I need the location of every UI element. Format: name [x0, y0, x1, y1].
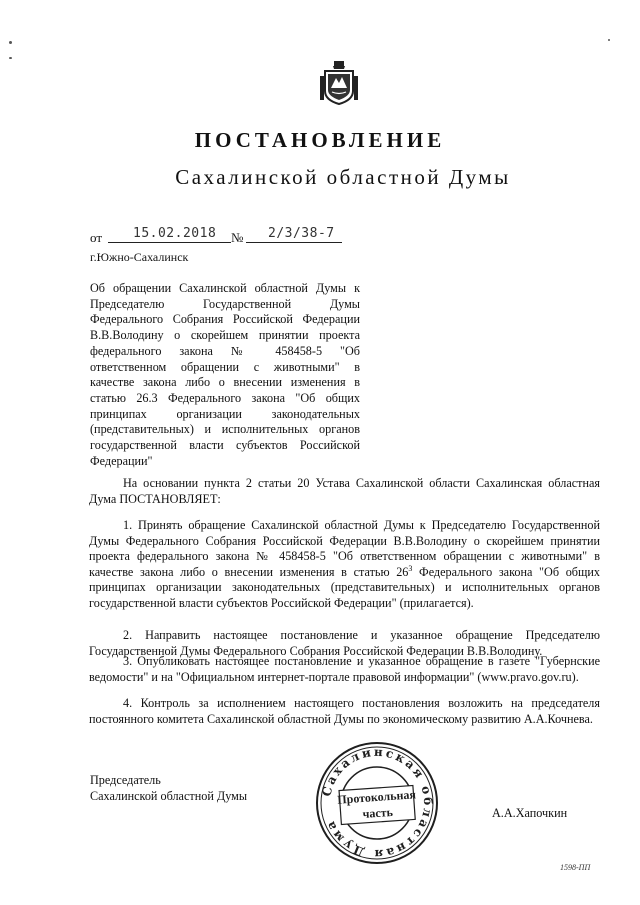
- document-title: ПОСТАНОВЛЕНИЕ: [194, 128, 446, 152]
- date-number-row: [90, 226, 450, 246]
- scan-speck: [9, 57, 12, 59]
- subject-block: Об обращении Сахалинской областной Думы к Председателю Государственной Думы Федерального Собрания Российской Федерации В.В.Володину о скорейшем принятии проекта федерального закона № 458458-5 "Об ответственном обращении с животными" в качестве закона либо о внесении изменения в статью 26.3 Федерального закона "Об общих принципах организации законодательных (представительных) и исполнительных органов государственной власти субъектов Российской Федерации": [90, 281, 360, 468]
- preamble-text: На основании пункта 2 статьи 20 Устава Сахалинской области Сахалинская областная Дума ПОСТАНОВЛЯЕТ:: [89, 476, 600, 506]
- item-1-text-b: Федерального закона "Об общих принципах организации законодательных (представительных) и исполнительных органов государственной власти субъектов Российской Федерации" (прилагается).: [89, 564, 600, 610]
- signer-position-line1: Председатель: [90, 773, 161, 787]
- signer-position: [90, 772, 247, 804]
- date-prefix: от: [90, 230, 103, 245]
- preamble-paragraph: [89, 476, 600, 507]
- signer-position-line2: Сахалинской областной Думы: [90, 789, 248, 803]
- stamp-center-line1: Протокольная: [336, 787, 417, 807]
- item-1-paragraph: [89, 518, 600, 612]
- item-2-text: 2. Направить настоящее постановление и указанное обращение Председателю Государственной Думы Федерального Собрания Российской Федерации В.В.Володину.: [89, 628, 600, 658]
- item-1-superscript: 3: [408, 563, 413, 573]
- stamp-ring-text: Сахалинская областная Дума: [319, 744, 436, 862]
- number-prefix: №: [231, 230, 244, 245]
- official-stamp: [314, 740, 440, 866]
- item-1-text-a: 1. Принять обращение Сахалинской областной Думы к Председателю Государственной Думы Федерального Собрания Российской Федерации В.В.Володину о скорейшем принятии проекта федерального закона № 458458-5 "Об ответственном обращении с животными" в качестве закона либо о внесении изменения в статью 26: [89, 518, 600, 579]
- signer-name: А.А.Хапочкин: [492, 806, 568, 820]
- item-4-text: 4. Контроль за исполнением настоящего постановления возложить на председателя постоянного комитета Сахалинской областной Думы по экономическому развитию А.А.Кочнева.: [89, 696, 600, 726]
- scan-speck: [9, 41, 12, 44]
- city-line: г.Южно-Сахалинск: [90, 250, 189, 264]
- item-3-text: 3. Опубликовать настоящее постановление и указанное обращение в газете "Губернские ведомости" и на "Официальном интернет-портале правовой информации" (www.pravo.gov.ru).: [89, 654, 600, 684]
- document-number: 2/3/38-7: [268, 226, 335, 241]
- document-subtitle: Сахалинской областной Думы: [175, 165, 511, 189]
- scan-speck: [608, 39, 610, 41]
- item-4-paragraph: [89, 696, 600, 727]
- coat-of-arms-emblem: [319, 60, 359, 106]
- footer-code: 1598-ПП: [560, 863, 591, 872]
- document-date: 15.02.2018: [133, 226, 217, 241]
- item-3-paragraph: [89, 654, 600, 685]
- stamp-center-line2: часть: [362, 804, 394, 822]
